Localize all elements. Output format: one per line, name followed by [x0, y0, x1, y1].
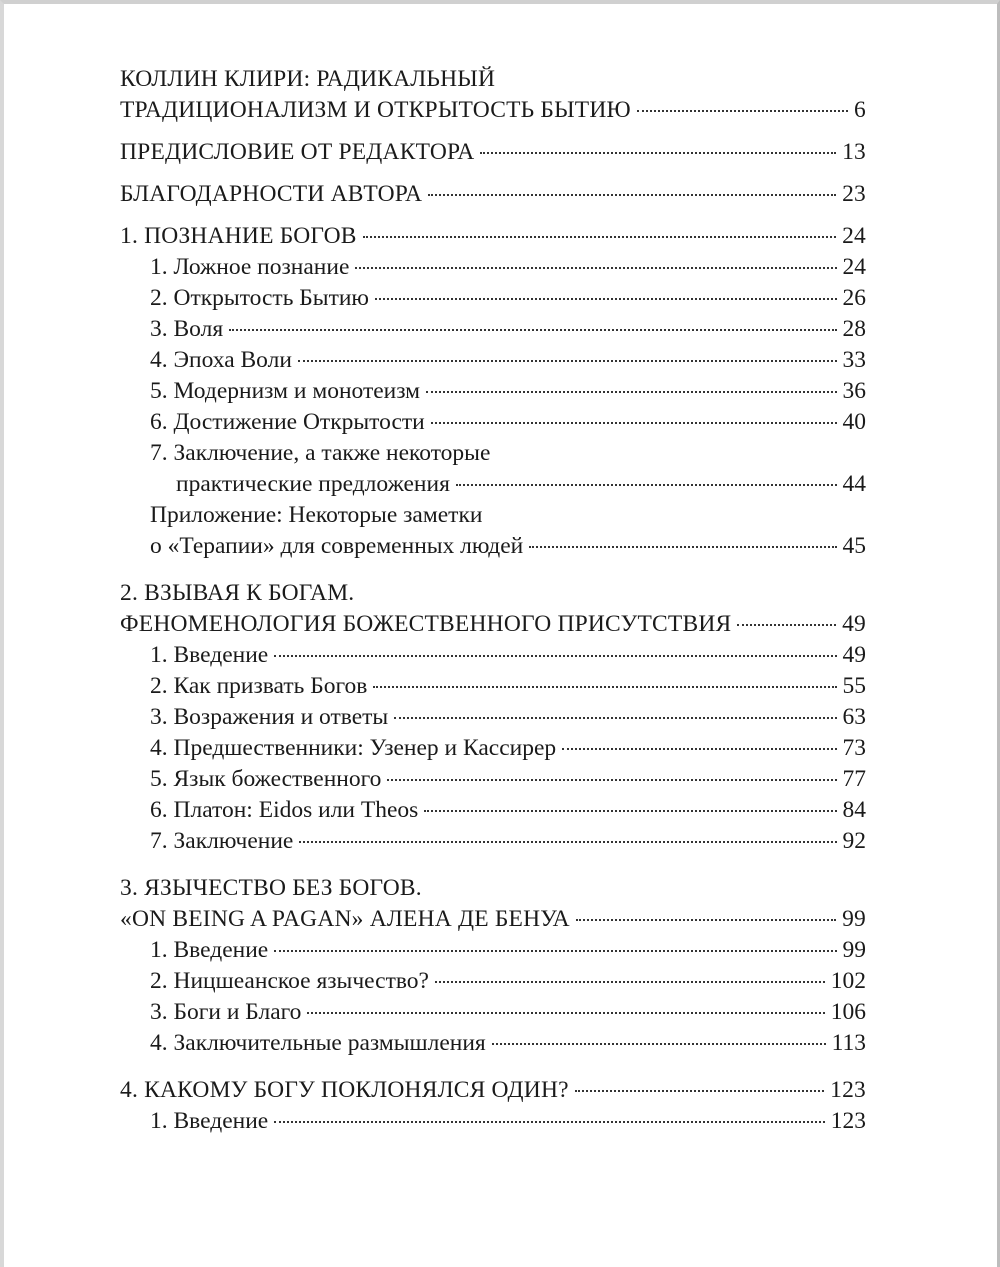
toc-section-appendix[interactable] [120, 500, 866, 562]
dot-leader [387, 779, 836, 781]
toc-entry-title: 3. Возражения и ответы [150, 704, 389, 730]
dot-leader [492, 1043, 826, 1045]
toc-entry-title: 2. Как призвать Богов [150, 673, 368, 699]
dot-leader [394, 717, 836, 719]
dot-leader [375, 298, 837, 300]
toc-entry-title: 1. ПОЗНАНИЕ БОГОВ [120, 223, 357, 249]
dot-leader [363, 236, 836, 238]
dot-leader [426, 391, 836, 393]
toc-entry-title: «ON BEING A PAGAN» АЛЕНА ДЕ БЕНУА [120, 906, 570, 932]
toc-entry-title: 2. Ницшеанское язычество? [150, 968, 429, 994]
dot-leader [229, 329, 836, 331]
toc-section[interactable] [120, 314, 866, 345]
toc-page-number: 24 [842, 254, 866, 280]
toc-entry-title: 7. Заключение [150, 828, 294, 854]
toc-page-number: 33 [842, 347, 866, 373]
toc-entry-title: 2. Открытость Бытию [150, 285, 369, 311]
toc-page-number: 123 [830, 1108, 866, 1134]
toc-page-number: 92 [842, 828, 866, 854]
dot-leader [274, 950, 836, 952]
toc-page-number: 36 [842, 378, 866, 404]
toc-entry-title: 3. Боги и Благо [150, 999, 302, 1025]
toc-entry-title: 4. Эпоха Воли [150, 347, 292, 373]
toc-page-number: 77 [842, 766, 866, 792]
dot-leader [575, 1090, 824, 1092]
toc-section[interactable] [120, 345, 866, 376]
toc-page-number: 49 [842, 642, 866, 668]
dot-leader [355, 267, 836, 269]
toc-page-number: 84 [842, 797, 866, 823]
dot-leader [307, 1012, 824, 1014]
toc-chapter-1[interactable] [120, 221, 866, 252]
dot-leader [529, 546, 836, 548]
toc-entry-title: 1. Ложное познание [150, 254, 350, 280]
toc-section[interactable] [120, 407, 866, 438]
toc-entry-title: 6. Платон: Eidos или Theos [150, 797, 419, 823]
toc-entry-preface[interactable] [120, 137, 866, 168]
toc-section[interactable] [120, 438, 866, 500]
toc-section[interactable] [120, 640, 866, 671]
toc-page-number: 26 [842, 285, 866, 311]
toc-entry-title: о «Терапии» для современных людей [150, 533, 524, 559]
toc-chapter-2[interactable] [120, 578, 866, 640]
toc-section[interactable] [120, 702, 866, 733]
dot-leader [428, 194, 836, 196]
toc-entry-intro[interactable] [120, 64, 866, 126]
toc-page-number: 113 [831, 1030, 866, 1056]
dot-leader [576, 919, 836, 921]
dot-leader [431, 422, 837, 424]
toc-entry-title: 1. Введение [150, 642, 269, 668]
toc-section[interactable] [120, 935, 866, 966]
toc-entry-title: ФЕНОМЕНОЛОГИЯ БОЖЕСТВЕННОГО ПРИСУТСТВИЯ [120, 611, 732, 637]
toc-entry-title: КОЛЛИН КЛИРИ: РАДИКАЛЬНЫЙ [120, 66, 496, 92]
toc-entry-title: 1. Введение [150, 1108, 269, 1134]
dot-leader [373, 686, 836, 688]
toc-section[interactable] [120, 733, 866, 764]
toc-page-number: 24 [842, 223, 866, 249]
toc-section[interactable] [120, 252, 866, 283]
toc-page-number: 6 [854, 97, 866, 123]
dot-leader [435, 981, 825, 983]
toc-section[interactable] [120, 376, 866, 407]
toc-page-number: 45 [842, 533, 866, 559]
toc-page-number: 28 [842, 316, 866, 342]
toc-chapter-3[interactable] [120, 873, 866, 935]
toc-entry-title: 5. Язык божественного [150, 766, 382, 792]
toc-page-number: 44 [842, 471, 866, 497]
toc-entry-title: ПРЕДИСЛОВИЕ ОТ РЕДАКТОРА [120, 139, 475, 165]
toc-page-number: 73 [842, 735, 866, 761]
dot-leader [274, 655, 836, 657]
toc-chapter-4[interactable] [120, 1075, 866, 1106]
toc-entry-acknowledgements[interactable] [120, 179, 866, 210]
table-of-contents [120, 64, 866, 1137]
toc-entry-title: 7. Заключение, а также некоторые [150, 440, 491, 466]
toc-section[interactable] [120, 795, 866, 826]
dot-leader [480, 152, 836, 154]
toc-section[interactable] [120, 764, 866, 795]
toc-entry-title: БЛАГОДАРНОСТИ АВТОРА [120, 181, 423, 207]
toc-section[interactable] [120, 1106, 866, 1137]
toc-page-number: 102 [830, 968, 866, 994]
toc-page-number: 106 [830, 999, 866, 1025]
toc-entry-title: Приложение: Некоторые заметки [150, 502, 483, 528]
toc-entry-title: ТРАДИЦИОНАЛИЗМ И ОТКРЫТОСТЬ БЫТИЮ [120, 97, 631, 123]
dot-leader [424, 810, 836, 812]
toc-entry-title: 3. ЯЗЫЧЕСТВО БЕЗ БОГОВ. [120, 875, 422, 901]
toc-section[interactable] [120, 997, 866, 1028]
toc-page-number: 123 [830, 1077, 866, 1103]
toc-page-number: 40 [842, 409, 866, 435]
dot-leader [456, 484, 837, 486]
toc-entry-title: 1. Введение [150, 937, 269, 963]
dot-leader [737, 624, 836, 626]
toc-entry-title: 6. Достижение Открытости [150, 409, 425, 435]
toc-entry-title: 4. КАКОМУ БОГУ ПОКЛОНЯЛСЯ ОДИН? [120, 1077, 569, 1103]
toc-entry-title: практические предложения [176, 471, 450, 497]
toc-section[interactable] [120, 283, 866, 314]
toc-page-number: 99 [842, 906, 866, 932]
toc-entry-title: 5. Модернизм и монотеизм [150, 378, 421, 404]
toc-page-number: 55 [842, 673, 866, 699]
toc-entry-title: 3. Воля [150, 316, 224, 342]
toc-page-number: 63 [842, 704, 866, 730]
dot-leader [562, 748, 836, 750]
toc-entry-title: 4. Предшественники: Узенер и Кассирер [150, 735, 557, 761]
dot-leader [274, 1121, 825, 1123]
toc-section[interactable] [120, 1028, 866, 1059]
dot-leader [299, 841, 836, 843]
toc-entry-title: 2. ВЗЫВАЯ К БОГАМ. [120, 580, 355, 606]
toc-section[interactable] [120, 671, 866, 702]
toc-section[interactable] [120, 966, 866, 997]
toc-page-number: 49 [842, 611, 866, 637]
toc-page-number: 99 [842, 937, 866, 963]
toc-entry-title: 4. Заключительные размышления [150, 1030, 486, 1056]
dot-leader [637, 110, 848, 112]
toc-page-number: 23 [842, 181, 866, 207]
toc-section[interactable] [120, 826, 866, 857]
toc-page-number: 13 [842, 139, 866, 165]
dot-leader [298, 360, 837, 362]
